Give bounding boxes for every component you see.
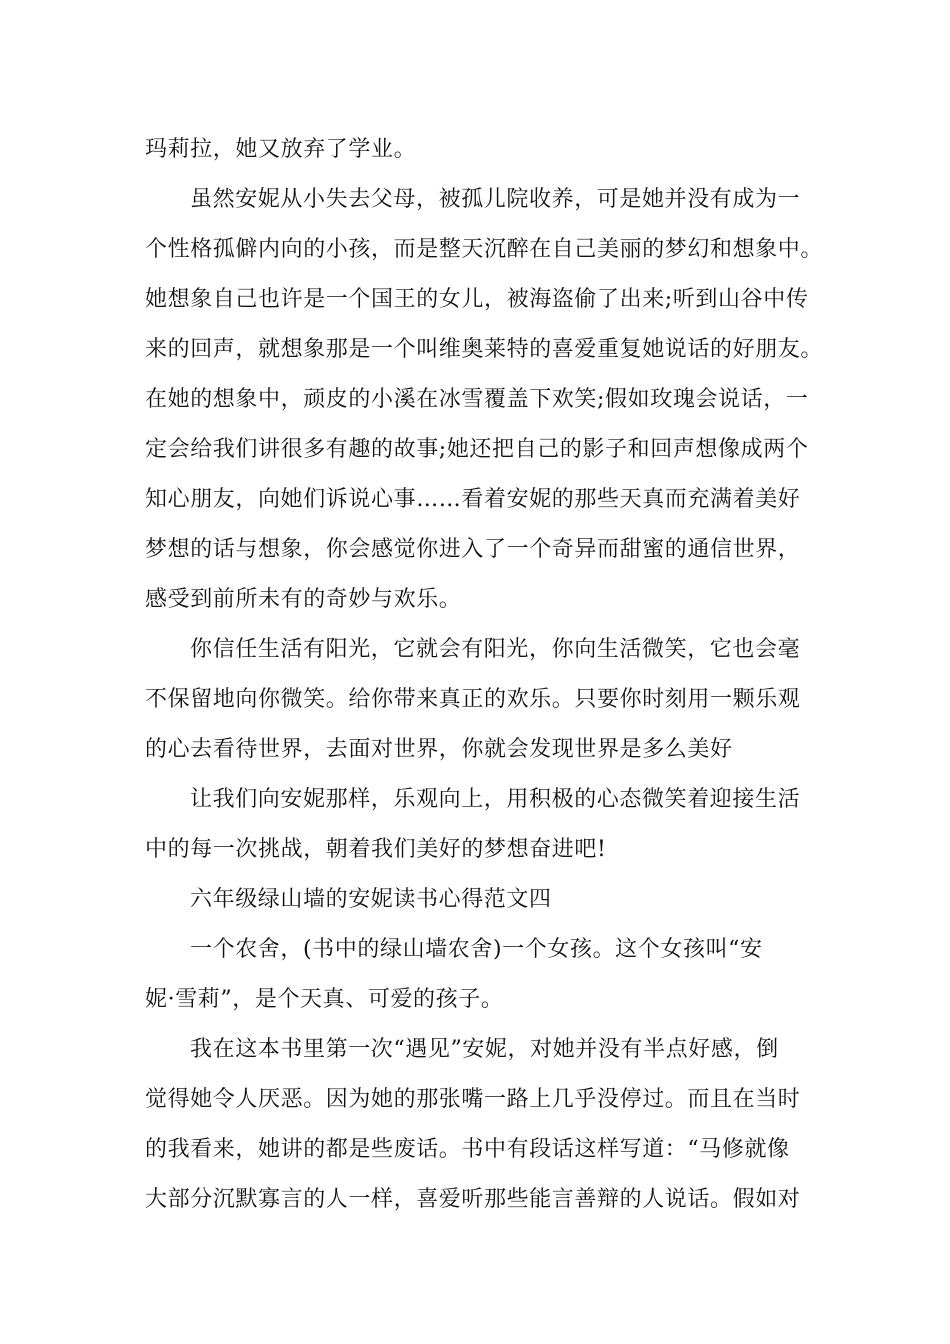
paragraph-first-line: 虽然安妮从小失去父母，被孤儿院收养，可是她并没有成为一 bbox=[190, 187, 801, 212]
text-line: 大部分沉默寡言的人一样，喜爱听那些能言善辩的人说话。假如对 bbox=[145, 1187, 801, 1212]
text-line: 妮·雪莉”，是个天真、可爱的孩子。 bbox=[145, 987, 504, 1012]
text-line: 知心朋友，向她们诉说心事……看着安妮的那些天真而充满着美好 bbox=[145, 487, 801, 512]
text-line: 中的每一次挑战，朝着我们美好的梦想奋进吧! bbox=[145, 837, 607, 862]
text-line: 感受到前所未有的奇妙与欢乐。 bbox=[145, 587, 462, 612]
text-line: 不保留地向你微笑。给你带来真正的欢乐。只要你时刻用一颗乐观 bbox=[145, 687, 801, 712]
text-line: 觉得她令人厌恶。因为她的那张嘴一路上几乎没停过。而且在当时 bbox=[145, 1087, 801, 1112]
text-line: 来的回声，就想象那是一个叫维奥莱特的喜爱重复她说话的好朋友。 bbox=[145, 337, 824, 362]
text-line: 玛莉拉，她又放弃了学业。 bbox=[145, 137, 417, 162]
text-line: 的心去看待世界，去面对世界，你就会发现世界是多么美好 bbox=[145, 737, 733, 762]
text-line: 她想象自己也许是一个国王的女儿，被海盗偷了出来;听到山谷中传 bbox=[145, 287, 809, 312]
paragraph-first-line: 我在这本书里第一次“遇见”安妮，对她并没有半点好感，倒 bbox=[190, 1037, 779, 1062]
text-line: 的我看来，她讲的都是些废话。书中有段话这样写道：“马修就像 bbox=[145, 1137, 790, 1162]
paragraph-first-line: 让我们向安妮那样，乐观向上，用积极的心态微笑着迎接生活 bbox=[190, 787, 801, 812]
text-line: 在她的想象中，顽皮的小溪在冰雪覆盖下欢笑;假如玫瑰会说话，一 bbox=[145, 387, 809, 412]
text-line: 梦想的话与想象，你会感觉你进入了一个奇异而甜蜜的通信世界， bbox=[145, 537, 801, 562]
section-heading: 六年级绿山墙的安妮读书心得范文四 bbox=[190, 887, 552, 912]
paragraph-first-line: 你信任生活有阳光，它就会有阳光，你向生活微笑，它也会毫 bbox=[190, 637, 801, 662]
text-line: 定会给我们讲很多有趣的故事;她还把自己的影子和回声想像成两个 bbox=[145, 437, 809, 462]
text-line: 个性格孤僻内向的小孩，而是整天沉醉在自己美丽的梦幻和想象中。 bbox=[145, 237, 824, 262]
paragraph-first-line: 一个农舍，(书中的绿山墙农舍)一个女孩。这个女孩叫“安 bbox=[190, 937, 763, 962]
